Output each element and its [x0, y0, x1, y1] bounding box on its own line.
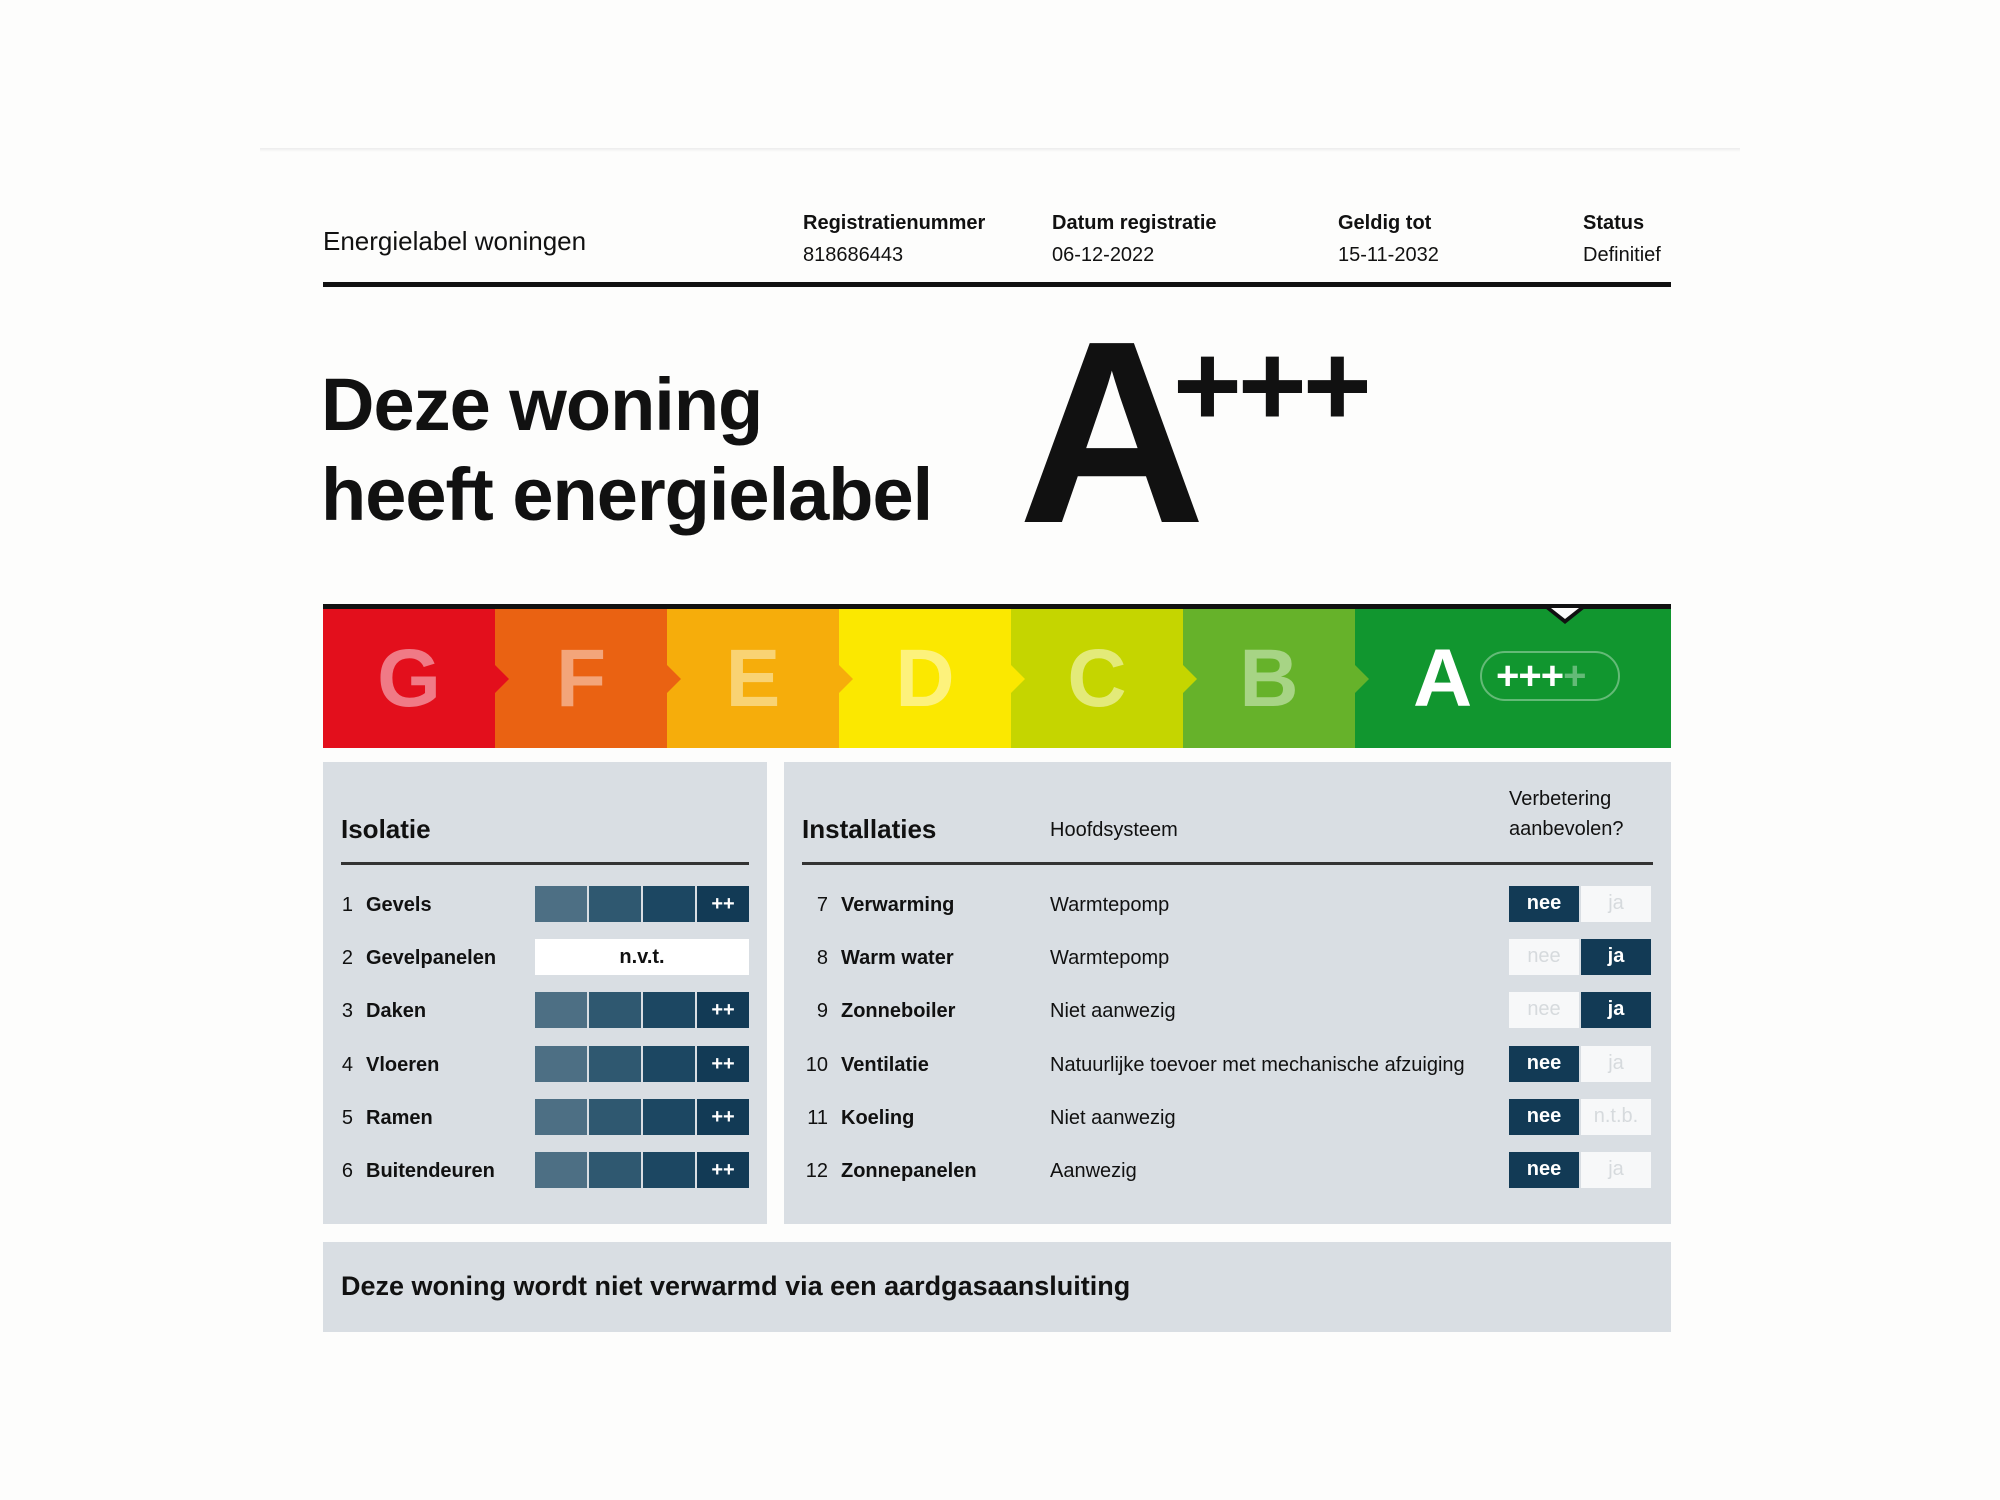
band-arrow — [495, 665, 509, 693]
field-label: Status — [1583, 212, 1645, 234]
pointer-inner — [1551, 608, 1579, 619]
toggle-no: nee — [1509, 1099, 1579, 1135]
band-letter: D — [895, 632, 955, 724]
band-arrow — [667, 665, 681, 693]
band-arrow — [839, 665, 853, 693]
band-arrow — [1355, 665, 1369, 693]
row-number: 5 — [341, 1107, 353, 1129]
row-number: 2 — [341, 947, 353, 969]
inactive-plus: + — [1563, 653, 1586, 698]
rating-bars — [535, 1152, 749, 1188]
row-number: 7 — [816, 894, 828, 916]
row-number: 1 — [341, 894, 353, 916]
page-top-edge — [260, 148, 1740, 152]
toggle-tbd: n.t.b. — [1581, 1099, 1651, 1135]
row-system: Niet aanwezig — [1050, 1107, 1176, 1129]
row-number: 12 — [805, 1160, 828, 1182]
field-label: Registratienummer — [803, 212, 986, 234]
rating-bars — [535, 992, 749, 1028]
improvement-toggle — [1509, 886, 1653, 922]
row-number: 6 — [341, 1160, 353, 1182]
toggle-yes: ja — [1581, 886, 1651, 922]
rating-value: ++ — [697, 992, 749, 1028]
row-number: 10 — [805, 1054, 828, 1076]
registration-number-field — [803, 212, 985, 267]
energy-scale — [323, 604, 1671, 748]
row-name: Buitendeuren — [366, 1160, 495, 1182]
valid-until-field — [1338, 212, 1439, 267]
band-g — [323, 609, 495, 748]
toggle-yes: ja — [1581, 939, 1651, 975]
band-arrow — [1011, 665, 1025, 693]
footer-text: Deze woning wordt niet verwarmd via een aardgasaansluiting — [341, 1271, 1131, 1301]
field-value: Definitief — [1583, 244, 1661, 266]
field-value: 15-11-2032 — [1338, 244, 1439, 266]
band-c — [1011, 609, 1183, 748]
row-system: Warmtepomp — [1050, 947, 1170, 969]
document-title: Energielabel woningen — [323, 226, 587, 256]
band-d — [839, 609, 1011, 748]
band-letter: C — [1067, 632, 1127, 724]
label-plus-indicator — [1480, 651, 1620, 701]
row-system: Natuurlijke toevoer met mechanische afzuiging — [1050, 1054, 1465, 1076]
toggle-no: nee — [1509, 939, 1579, 975]
band-a-active — [1355, 609, 1671, 748]
improvement-header-1: Verbetering — [1509, 788, 1612, 810]
gas-connection-note — [323, 1242, 1671, 1332]
toggle-yes: ja — [1581, 1152, 1651, 1188]
band-b — [1183, 609, 1355, 748]
installations-divider — [802, 862, 1653, 865]
toggle-no: nee — [1509, 992, 1579, 1028]
improvement-toggle — [1509, 1046, 1653, 1082]
row-name: Ramen — [366, 1107, 433, 1129]
headline — [321, 360, 932, 540]
row-name: Gevels — [366, 894, 432, 916]
row-name: Warm water — [841, 947, 954, 969]
isolation-panel — [323, 762, 767, 1224]
rating-bars — [535, 886, 749, 922]
band-arrow — [1183, 665, 1197, 693]
header-divider — [323, 282, 1671, 287]
improvement-header-2: aanbevolen? — [1509, 818, 1624, 840]
isolation-title: Isolatie — [341, 814, 431, 844]
rating-value: ++ — [697, 886, 749, 922]
toggle-no: nee — [1509, 886, 1579, 922]
headline-line-2: heeft energielabel — [321, 453, 933, 536]
row-number: 4 — [341, 1054, 353, 1076]
installations-panel — [784, 762, 1671, 1224]
toggle-no: nee — [1509, 1152, 1579, 1188]
band-letter: E — [725, 632, 781, 724]
band-letter: G — [377, 632, 441, 724]
installations-title: Installaties — [802, 814, 937, 844]
energy-label-letter: A — [1018, 288, 1206, 578]
row-number: 3 — [341, 1000, 353, 1022]
row-number: 8 — [816, 947, 828, 969]
toggle-yes: ja — [1581, 992, 1651, 1028]
band-e — [667, 609, 839, 748]
row-name: Verwarming — [841, 894, 955, 916]
row-name: Gevelpanelen — [366, 947, 497, 969]
row-system: Warmtepomp — [1050, 894, 1170, 916]
row-name: Zonneboiler — [841, 1000, 956, 1022]
active-plus: +++ — [1496, 653, 1564, 698]
band-letter: B — [1239, 632, 1299, 724]
row-name: Vloeren — [366, 1054, 440, 1076]
row-number: 9 — [816, 1000, 828, 1022]
rating-value: ++ — [697, 1152, 749, 1188]
band-letter: F — [555, 632, 607, 724]
row-system: Aanwezig — [1050, 1160, 1137, 1182]
headline-line-1: Deze woning — [321, 363, 763, 446]
registration-date-field — [1052, 212, 1217, 267]
rating-not-applicable: n.v.t. — [535, 939, 749, 975]
row-name: Ventilatie — [841, 1054, 929, 1076]
row-name: Koeling — [841, 1107, 915, 1129]
rating-value: ++ — [697, 1099, 749, 1135]
improvement-toggle — [1509, 992, 1653, 1028]
rating-bars — [535, 1046, 749, 1082]
improvement-toggle — [1509, 1099, 1653, 1135]
toggle-no: nee — [1509, 1046, 1579, 1082]
rating-value: ++ — [697, 1046, 749, 1082]
row-name: Zonnepanelen — [841, 1160, 977, 1182]
status-field — [1583, 212, 1661, 267]
rating-bars — [535, 1099, 749, 1135]
field-label: Datum registratie — [1052, 212, 1217, 234]
field-value: 818686443 — [803, 244, 904, 266]
improvement-toggle — [1509, 939, 1653, 975]
band-f — [495, 609, 667, 748]
band-letter: A — [1413, 632, 1473, 724]
isolation-divider — [341, 862, 749, 865]
main-system-header: Hoofdsysteem — [1050, 819, 1178, 841]
field-value: 06-12-2022 — [1052, 244, 1155, 266]
row-name: Daken — [366, 1000, 427, 1022]
row-system: Niet aanwezig — [1050, 1000, 1176, 1022]
row-number: 11 — [807, 1107, 828, 1129]
energy-label-plus: +++ — [1173, 320, 1368, 452]
improvement-toggle — [1509, 1152, 1653, 1188]
toggle-yes: ja — [1581, 1046, 1651, 1082]
field-label: Geldig tot — [1338, 212, 1432, 234]
